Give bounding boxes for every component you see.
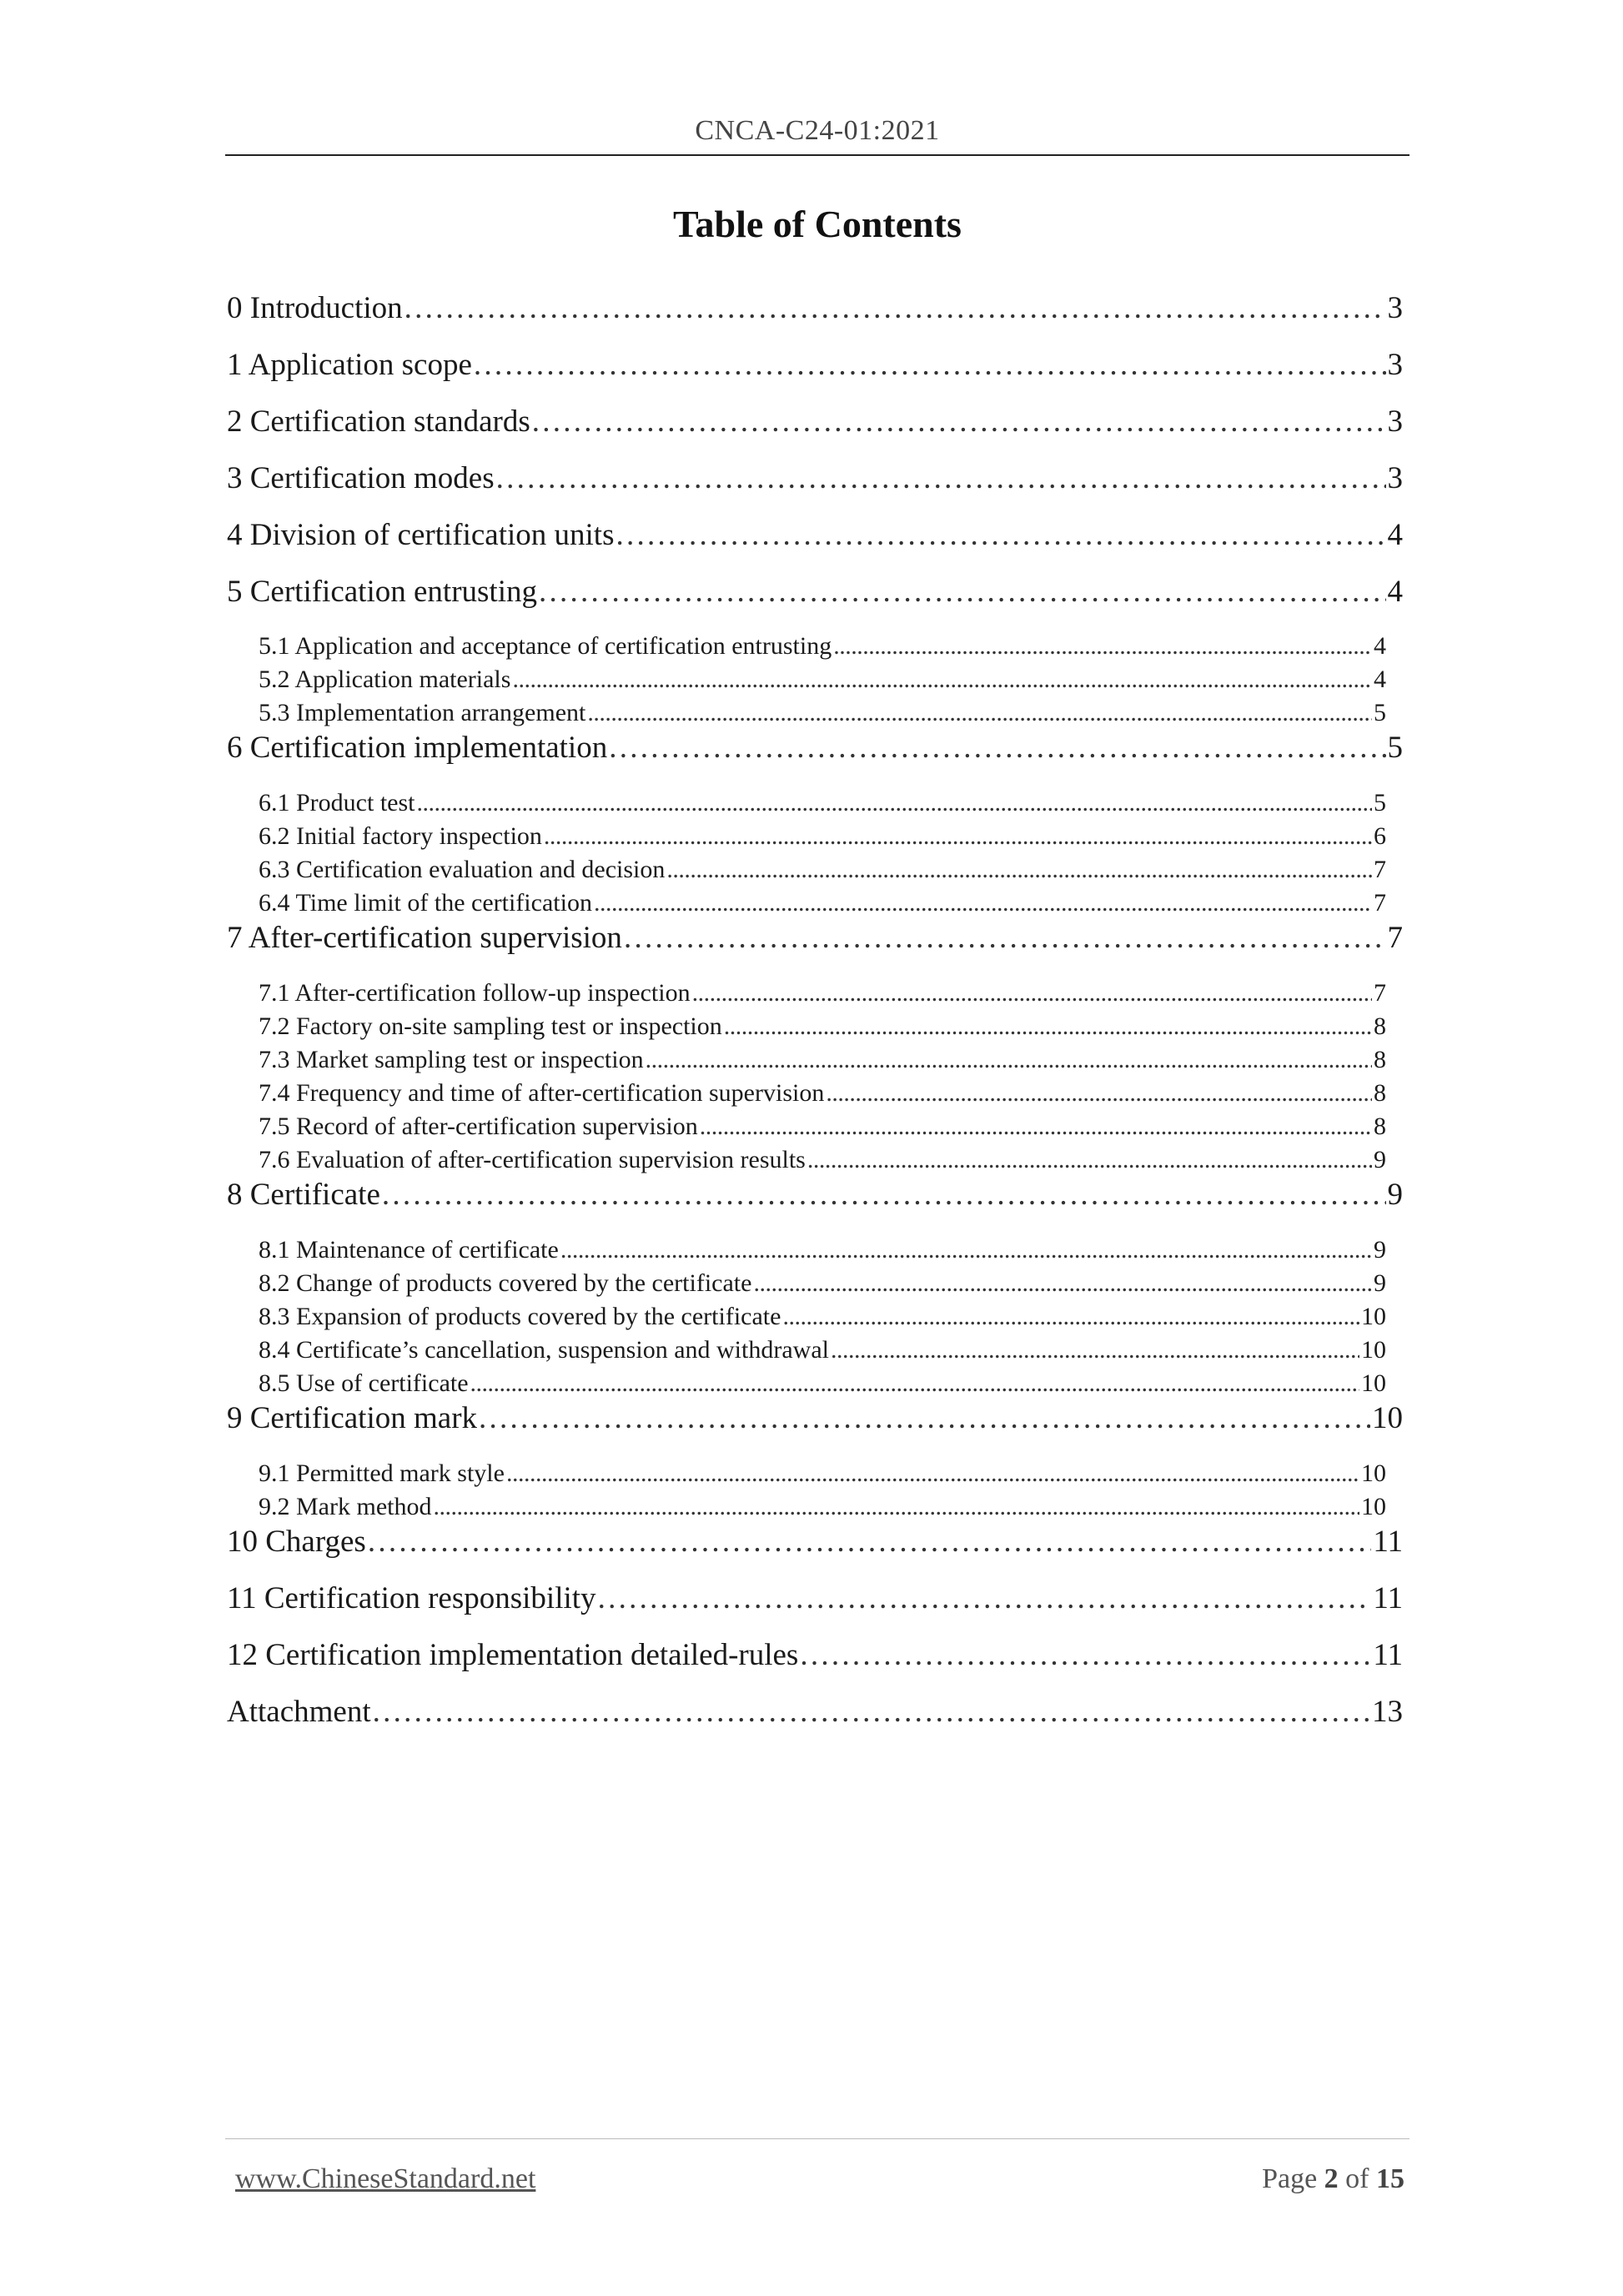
toc-entry[interactable] (259, 696, 1386, 730)
toc-entry-page: 11 (1373, 1581, 1403, 1615)
toc-entry[interactable] (227, 571, 1403, 613)
toc-leader-dots (646, 1043, 1372, 1077)
toc-entry[interactable] (259, 820, 1386, 853)
toc-entry-page: 3 (1387, 348, 1403, 382)
toc-entry-label: 9.1 Permitted mark style (259, 1459, 505, 1487)
toc-leader-dots (382, 1174, 1386, 1216)
toc-leader-dots (782, 1300, 1359, 1334)
toc-leader-dots (560, 1233, 1372, 1267)
toc-leader-dots (624, 917, 1386, 959)
toc-leader-dots (692, 977, 1372, 1010)
toc-leader-dots (598, 1578, 1372, 1620)
toc-entry-label: 2 Certification standards (227, 404, 530, 439)
toc-entry[interactable] (227, 1578, 1403, 1620)
toc-entry-label: 8.1 Maintenance of certificate (259, 1236, 559, 1264)
toc-leader-dots (609, 727, 1385, 769)
toc-entry-page: 9 (1374, 1269, 1386, 1297)
toc-entry-label: 5.2 Application materials (259, 666, 511, 693)
toc-entry-label: 5.3 Implementation arrangement (259, 699, 586, 726)
toc-entry[interactable] (259, 630, 1386, 663)
toc-leader-dots (512, 663, 1372, 696)
toc-entry-label: 7.1 After-certification follow-up inspection (259, 979, 691, 1007)
toc-entry[interactable] (227, 727, 1403, 769)
toc-entry-label: 4 Division of certification units (227, 518, 615, 552)
toc-entry-page: 11 (1373, 1525, 1403, 1559)
toc-entry-page: 10 (1361, 1369, 1386, 1397)
toc-entry-page: 7 (1387, 921, 1403, 955)
toc-entry-page: 10 (1361, 1459, 1386, 1487)
footer-divider (225, 2138, 1409, 2139)
toc-entry-page: 4 (1387, 575, 1403, 609)
toc-entry-label: 6.4 Time limit of the certification (259, 889, 592, 917)
toc-entry-page: 9 (1387, 1178, 1403, 1212)
toc-leader-dots (700, 1110, 1372, 1143)
toc-entry-label: 8 Certificate (227, 1178, 380, 1212)
toc-entry-label: 5.1 Application and acceptance of certification entrusting (259, 632, 832, 660)
toc-leader-dots (532, 401, 1386, 443)
toc-entry[interactable] (259, 1267, 1386, 1300)
toc-entry-page: 13 (1372, 1695, 1403, 1729)
toc-entry[interactable] (259, 1043, 1386, 1077)
toc-entry-page: 9 (1374, 1146, 1386, 1173)
toc-entry[interactable] (227, 1174, 1403, 1216)
footer-site-link[interactable]: www.ChineseStandard.net (235, 2163, 536, 2194)
toc-entry[interactable] (259, 1367, 1386, 1400)
toc-entry-label: 3 Certification modes (227, 461, 495, 495)
toc-leader-dots (496, 458, 1386, 500)
toc-entry-label: 10 Charges (227, 1525, 366, 1559)
toc-entry[interactable] (227, 515, 1403, 556)
toc-entry-page: 5 (1374, 789, 1386, 816)
toc-leader-dots (616, 515, 1385, 556)
toc-entry[interactable] (227, 288, 1403, 329)
toc-leader-dots (404, 288, 1386, 329)
toc-entry-label: 9.2 Mark method (259, 1493, 432, 1520)
toc-entry[interactable] (227, 1635, 1403, 1676)
running-header: CNCA-C24-01:2021 (695, 115, 940, 146)
toc-entry-label: 1 Application scope (227, 348, 472, 382)
toc-entry[interactable] (227, 1691, 1403, 1733)
toc-entry-page: 10 (1372, 1401, 1403, 1435)
page-number (1262, 2163, 1404, 2195)
toc-entry-label: 6 Certification implementation (227, 731, 608, 765)
toc-leader-dots (544, 820, 1372, 853)
toc-entry[interactable] (259, 1300, 1386, 1334)
toc-entry[interactable] (227, 917, 1403, 959)
toc-entry-page: 9 (1374, 1236, 1386, 1264)
toc-entry-label: 7.6 Evaluation of after-certification supervision results (259, 1146, 806, 1173)
toc-entry[interactable] (227, 458, 1403, 500)
toc-leader-dots (666, 853, 1372, 887)
toc-entry-label: 7 After-certification supervision (227, 921, 622, 955)
toc-entry-page: 6 (1374, 822, 1386, 850)
toc-entry-label: Attachment (227, 1695, 371, 1729)
toc-leader-dots (479, 1398, 1370, 1439)
toc-leader-dots (831, 1334, 1359, 1367)
toc-title: Table of Contents (673, 203, 962, 245)
toc-entry[interactable] (259, 977, 1386, 1010)
toc-entry-page: 10 (1361, 1303, 1386, 1330)
toc-entry-label: 8.2 Change of products covered by the certificate (259, 1269, 752, 1297)
toc-entry[interactable] (259, 1077, 1386, 1110)
toc-entry[interactable] (259, 786, 1386, 820)
toc-leader-dots (373, 1691, 1370, 1733)
page-of: of (1338, 2163, 1376, 2194)
toc-entry[interactable] (227, 1398, 1403, 1439)
toc-leader-dots (833, 630, 1372, 663)
toc-entry-label: 0 Introduction (227, 291, 403, 325)
toc-entry-page: 3 (1387, 404, 1403, 439)
toc-entry-page: 10 (1361, 1336, 1386, 1364)
toc-entry[interactable] (259, 1010, 1386, 1043)
toc-entry-label: 5 Certification entrusting (227, 575, 537, 609)
toc-leader-dots (753, 1267, 1372, 1300)
toc-entry-label: 11 Certification responsibility (227, 1581, 596, 1615)
toc-entry-label: 6.3 Certification evaluation and decision (259, 856, 666, 883)
toc-leader-dots (724, 1010, 1372, 1043)
toc-entry-page: 7 (1374, 889, 1386, 917)
toc-entry-label: 7.3 Market sampling test or inspection (259, 1046, 644, 1073)
toc-entry-label: 8.4 Certificate’s cancellation, suspension and withdrawal (259, 1336, 829, 1364)
toc-entry-label: 12 Certification implementation detailed-rules (227, 1638, 799, 1672)
toc-entry-page: 4 (1387, 518, 1403, 552)
toc-entry-page: 8 (1374, 1113, 1386, 1140)
toc-entry-page: 4 (1374, 666, 1386, 693)
toc-entry-page: 11 (1373, 1638, 1403, 1672)
toc-entry-page: 8 (1374, 1012, 1386, 1040)
toc-entry[interactable] (227, 401, 1403, 443)
toc-entry-label: 6.2 Initial factory inspection (259, 822, 542, 850)
toc-entry[interactable] (259, 663, 1386, 696)
toc-leader-dots (539, 571, 1386, 613)
toc-leader-dots (800, 1635, 1371, 1676)
toc-leader-dots (506, 1457, 1359, 1490)
toc-leader-dots (433, 1490, 1359, 1524)
toc-leader-dots (470, 1367, 1359, 1400)
toc-entry-label: 8.5 Use of certificate (259, 1369, 469, 1397)
toc-leader-dots (368, 1521, 1372, 1563)
toc-entry-page: 8 (1374, 1079, 1386, 1107)
page-current: 2 (1324, 2163, 1339, 2194)
toc-entry[interactable] (259, 1233, 1386, 1267)
toc-leader-dots (587, 696, 1372, 730)
toc-leader-dots (417, 786, 1373, 820)
toc-entry[interactable] (259, 1110, 1386, 1143)
toc-entry[interactable] (259, 1457, 1386, 1490)
toc-entry[interactable] (227, 1521, 1403, 1563)
toc-entry[interactable] (227, 344, 1403, 386)
toc-entry-page: 10 (1361, 1493, 1386, 1520)
toc-entry-page: 5 (1374, 699, 1386, 726)
toc-entry-label: 6.1 Product test (259, 789, 415, 816)
toc-leader-dots (826, 1077, 1372, 1110)
toc-entry-page: 7 (1374, 856, 1386, 883)
toc-entry-page: 7 (1374, 979, 1386, 1007)
toc-entry-page: 5 (1387, 731, 1403, 765)
toc-entry-page: 8 (1374, 1046, 1386, 1073)
toc-entry-page: 4 (1374, 632, 1386, 660)
toc-entry-label: 9 Certification mark (227, 1401, 478, 1435)
page-prefix: Page (1262, 2163, 1324, 2194)
toc-entry-page: 3 (1387, 461, 1403, 495)
toc-entry-label: 7.4 Frequency and time of after-certification supervision (259, 1079, 825, 1107)
toc-leader-dots (594, 887, 1372, 920)
toc-entry[interactable] (259, 1490, 1386, 1524)
toc-leader-dots (474, 344, 1386, 386)
toc-entry[interactable] (259, 1334, 1386, 1367)
toc-entry[interactable] (259, 853, 1386, 887)
toc-entry-label: 8.3 Expansion of products covered by the certificate (259, 1303, 781, 1330)
page-total: 15 (1376, 2163, 1404, 2194)
toc-entry[interactable] (259, 887, 1386, 920)
toc-leader-dots (807, 1143, 1372, 1177)
toc-entry-label: 7.5 Record of after-certification supervision (259, 1113, 698, 1140)
toc-entry-label: 7.2 Factory on-site sampling test or inspection (259, 1012, 722, 1040)
toc-entry-page: 3 (1387, 291, 1403, 325)
toc-entry[interactable] (259, 1143, 1386, 1177)
